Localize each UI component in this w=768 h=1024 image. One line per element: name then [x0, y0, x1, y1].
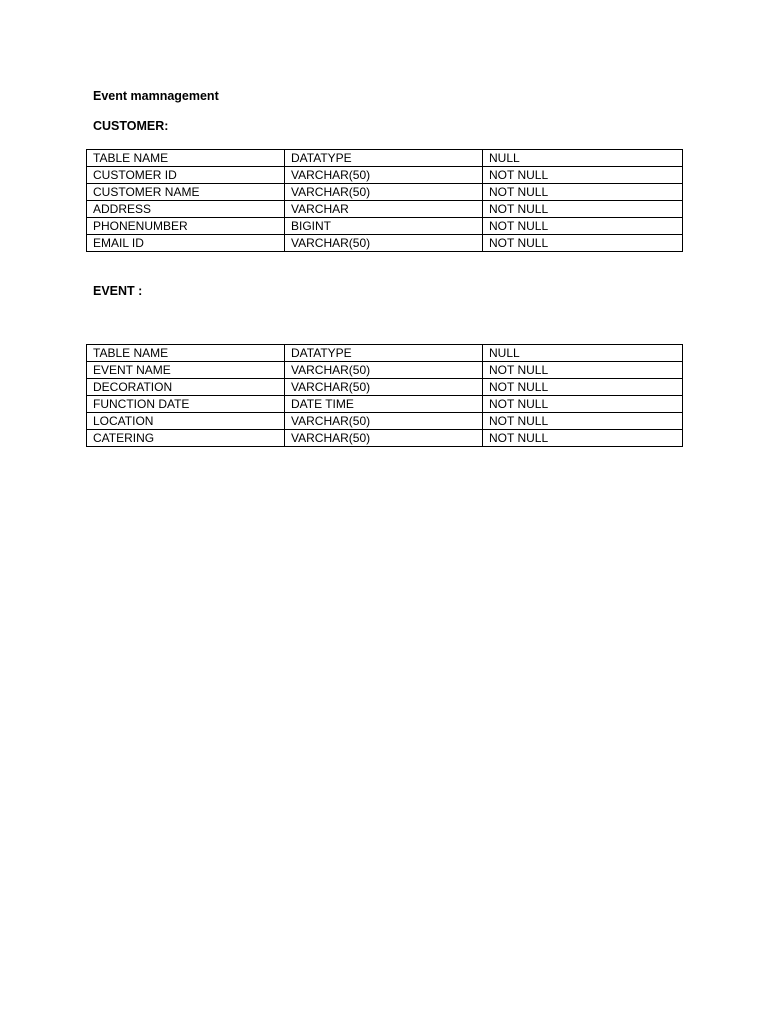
datatype-cell: VARCHAR(50) — [285, 430, 483, 447]
field-name-cell: CUSTOMER ID — [87, 167, 285, 184]
null-cell: NOT NULL — [483, 235, 683, 252]
field-name-cell: ADDRESS — [87, 201, 285, 218]
table-row — [87, 430, 683, 447]
datatype-cell: BIGINT — [285, 218, 483, 235]
field-name-cell: EMAIL ID — [87, 235, 285, 252]
field-name-cell: DECORATION — [87, 379, 285, 396]
field-name-cell: CATERING — [87, 430, 285, 447]
event-table-header-row — [87, 345, 683, 362]
datatype-cell: VARCHAR(50) — [285, 167, 483, 184]
datatype-cell: VARCHAR — [285, 201, 483, 218]
table-row — [87, 396, 683, 413]
event-header-datatype: DATATYPE — [285, 345, 483, 362]
customer-table-header-row — [87, 150, 683, 167]
datatype-cell: VARCHAR(50) — [285, 413, 483, 430]
null-cell: NOT NULL — [483, 413, 683, 430]
event-table — [86, 344, 683, 447]
datatype-cell: VARCHAR(50) — [285, 362, 483, 379]
datatype-cell: DATE TIME — [285, 396, 483, 413]
customer-table — [86, 149, 683, 252]
null-cell: NOT NULL — [483, 167, 683, 184]
table-row — [87, 362, 683, 379]
field-name-cell: FUNCTION DATE — [87, 396, 285, 413]
datatype-cell: VARCHAR(50) — [285, 184, 483, 201]
table-row — [87, 413, 683, 430]
event-header-null: NULL — [483, 345, 683, 362]
table-row — [87, 235, 683, 252]
field-name-cell: CUSTOMER NAME — [87, 184, 285, 201]
customer-section-label: CUSTOMER: — [93, 119, 169, 133]
datatype-cell: VARCHAR(50) — [285, 379, 483, 396]
null-cell: NOT NULL — [483, 430, 683, 447]
customer-header-datatype: DATATYPE — [285, 150, 483, 167]
customer-header-null: NULL — [483, 150, 683, 167]
table-row — [87, 218, 683, 235]
document-title: Event mamnagement — [93, 89, 219, 103]
field-name-cell: LOCATION — [87, 413, 285, 430]
null-cell: NOT NULL — [483, 184, 683, 201]
field-name-cell: PHONENUMBER — [87, 218, 285, 235]
event-section-label: EVENT : — [93, 284, 143, 298]
null-cell: NOT NULL — [483, 218, 683, 235]
event-header-table-name: TABLE NAME — [87, 345, 285, 362]
field-name-cell: EVENT NAME — [87, 362, 285, 379]
null-cell: NOT NULL — [483, 379, 683, 396]
customer-header-table-name: TABLE NAME — [87, 150, 285, 167]
table-row — [87, 379, 683, 396]
null-cell: NOT NULL — [483, 396, 683, 413]
null-cell: NOT NULL — [483, 362, 683, 379]
table-row — [87, 167, 683, 184]
null-cell: NOT NULL — [483, 201, 683, 218]
datatype-cell: VARCHAR(50) — [285, 235, 483, 252]
table-row — [87, 184, 683, 201]
table-row — [87, 201, 683, 218]
